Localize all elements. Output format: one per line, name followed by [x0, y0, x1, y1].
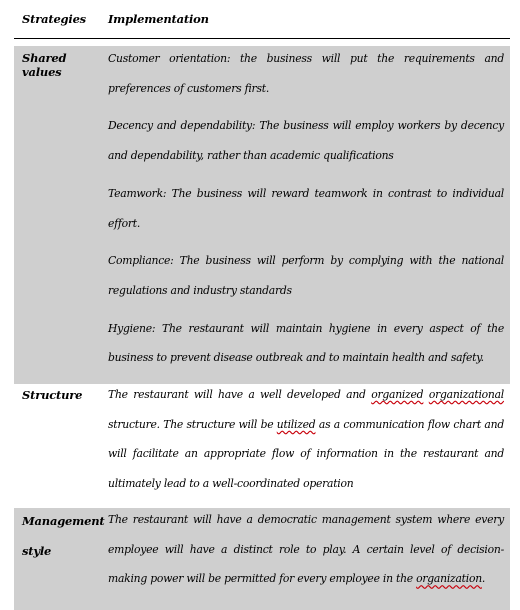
label-line-1: Management — [22, 514, 105, 528]
shared-value-decency: Decency and dependability: The business will employ workers by decency and dependability, rather than academic qualifications — [108, 119, 504, 163]
management-style-content — [108, 505, 504, 594]
structure-text-4: as a communication flow chart and will facilitate an appropriate flow of information in the restaurant and ultimately lead to a well-coordinated operation — [108, 417, 504, 491]
label-line-2: style — [22, 543, 52, 558]
row-label-structure: Structure — [22, 388, 83, 402]
spell-flag-utilized: utilized — [276, 417, 316, 431]
header-implementation: Implementation — [108, 12, 209, 26]
management-paragraph — [108, 505, 504, 594]
spell-flag-organized: organized — [371, 388, 424, 401]
spell-flag-organization: organization — [416, 572, 482, 586]
strategy-table — [14, 0, 510, 586]
shared-values-content — [108, 44, 504, 373]
shared-value-compliance: Compliance: The business will perform by complying with the national regulations and industry standards — [108, 254, 504, 297]
table-row-shared-values — [14, 46, 510, 384]
structure-text-1: The restaurant will have a well developed and — [108, 388, 372, 401]
table-row-management-style — [14, 508, 510, 610]
shared-value-customer-orientation: Customer orientation: the business will put the requirements and preferences of customers first. — [108, 52, 504, 95]
shared-value-hygiene: Hygiene: The restaurant will maintain hygiene in every aspect of the business to prevent disease outbreak and to maintain health and safety. — [108, 321, 504, 365]
row-label-management-style — [22, 507, 104, 566]
management-text-2: . — [481, 572, 486, 586]
table-row-structure — [14, 384, 510, 502]
structure-paragraph — [108, 380, 504, 499]
header-strategies: Strategies — [22, 12, 86, 26]
row-label-shared-values: Shared values — [22, 51, 67, 79]
table-header-row — [14, 0, 510, 39]
structure-content — [108, 380, 504, 499]
shared-value-teamwork: Teamwork: The business will reward teamwork in contrast to individual effort. — [108, 186, 504, 230]
structure-text-3: structure. The structure will be — [108, 417, 277, 431]
spell-flag-organizational: organizational — [428, 388, 504, 401]
management-text-1: The restaurant will have a democratic management system where every employee will have a distinct role to play. A certain level of decision-making power will be permitted for every employee in the — [108, 513, 504, 586]
